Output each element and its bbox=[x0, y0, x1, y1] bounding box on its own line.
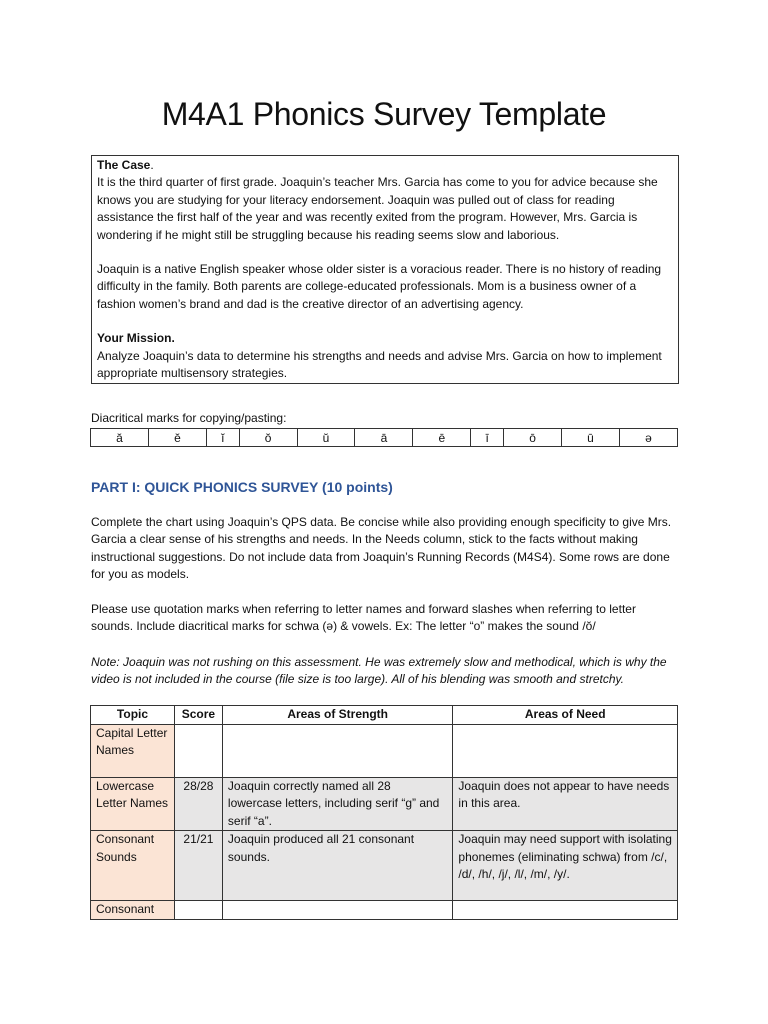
part1-notation-instructions: Please use quotation marks when referring to letter names and forward slashes when referring to letter sounds. Include diacritical marks for schwa (ə) & vowels. Ex: The letter “o” makes the sound /ŏ/ bbox=[91, 602, 636, 634]
need-cell[interactable]: Joaquin does not appear to have needs in this area. bbox=[453, 778, 678, 831]
part1-note: Note: Joaquin was not rushing on this assessment. He was extremely slow and methodical, which is why the video is not included in the course (file size is too large). All of his blending was smooth and stretchy. bbox=[91, 655, 667, 687]
part1-heading: PART I: QUICK PHONICS SURVEY (10 points) bbox=[91, 479, 393, 495]
mission-heading-line bbox=[97, 330, 673, 347]
diacritic-mark: ĭ bbox=[206, 429, 239, 447]
topic-cell: Consonant bbox=[91, 901, 175, 919]
case-heading-line bbox=[97, 157, 673, 174]
topic-cell: Capital Letter Names bbox=[91, 725, 175, 778]
diacritics-label: Diacritical marks for copying/pasting: bbox=[91, 411, 287, 425]
score-cell[interactable]: 21/21 bbox=[174, 831, 222, 901]
case-box bbox=[91, 155, 679, 384]
diacritic-mark: ī bbox=[471, 429, 504, 447]
header-topic: Topic bbox=[91, 706, 175, 725]
strength-cell[interactable] bbox=[222, 901, 453, 919]
need-cell[interactable]: Joaquin may need support with isolating phonemes (eliminating schwa) from /c/, /d/, /h/, /j/, /l/, /m/, /y/. bbox=[453, 831, 678, 901]
diacritic-mark: ā bbox=[355, 429, 413, 447]
topic-cell: Consonant Sounds bbox=[91, 831, 175, 901]
mission-text: Analyze Joaquin’s data to determine his strengths and needs and advise Mrs. Garcia on how to implement appropriate multisensory strategies. bbox=[97, 348, 662, 381]
part1-instructions: Complete the chart using Joaquin’s QPS data. Be concise while also providing enough specificity to give Mrs. Garcia a clear sense of his strengths and needs. In the Needs column, stick to the facts without making instructional suggestions. Do not include data from Joaquin’s Running Records (M4S4). Some rows are done for you as models. bbox=[91, 515, 672, 582]
header-strength: Areas of Strength bbox=[222, 706, 453, 725]
diacritics-table bbox=[90, 428, 678, 447]
table-row bbox=[91, 725, 678, 778]
table-row bbox=[91, 901, 678, 919]
table-row bbox=[91, 778, 678, 831]
phonics-survey-table bbox=[90, 705, 678, 920]
header-need: Areas of Need bbox=[453, 706, 678, 725]
table-row bbox=[91, 831, 678, 901]
score-cell[interactable]: 28/28 bbox=[174, 778, 222, 831]
diacritic-mark: ē bbox=[413, 429, 471, 447]
strength-cell[interactable]: Joaquin correctly named all 28 lowercase letters, including serif “g” and serif “a”. bbox=[222, 778, 453, 831]
score-cell[interactable] bbox=[174, 901, 222, 919]
table-header-row bbox=[91, 706, 678, 725]
case-heading: The Case bbox=[97, 158, 151, 172]
diacritic-mark: ĕ bbox=[148, 429, 206, 447]
diacritic-mark: ū bbox=[562, 429, 620, 447]
case-paragraph-2: Joaquin is a native English speaker whose older sister is a voracious reader. There is no history of reading difficulty in the family. Both parents are college-educated professionals. Mom is a business owner of a fashion women’s brand and dad is the creative director of an advertising agency. bbox=[97, 262, 662, 311]
diacritic-mark: ə bbox=[619, 429, 677, 447]
case-paragraph-1: It is the third quarter of first grade. Joaquin’s teacher Mrs. Garcia has come to you for advice because she knows you are studying for your literacy endorsement. Joaquin was pulled out of class for reading assistance the first half of the year and was recently exited from the program. However, Mrs. Garcia is wondering if he might still be struggling because his reading seems slow and laborious. bbox=[97, 175, 658, 242]
document-title: M4A1 Phonics Survey Template bbox=[161, 96, 607, 132]
strength-cell[interactable]: Joaquin produced all 21 consonant sounds. bbox=[222, 831, 453, 901]
case-heading-suffix: . bbox=[150, 158, 154, 172]
mission-heading: Your Mission. bbox=[97, 331, 175, 346]
topic-cell: Lowercase Letter Names bbox=[91, 778, 175, 831]
diacritic-mark: ă bbox=[91, 429, 149, 447]
need-cell[interactable] bbox=[453, 725, 678, 778]
strength-cell[interactable] bbox=[222, 725, 453, 778]
diacritic-mark: ŏ bbox=[239, 429, 297, 447]
need-cell[interactable] bbox=[453, 901, 678, 919]
header-score: Score bbox=[174, 706, 222, 725]
score-cell[interactable] bbox=[174, 725, 222, 778]
diacritic-mark: ŭ bbox=[297, 429, 355, 447]
diacritic-mark: ō bbox=[504, 429, 562, 447]
